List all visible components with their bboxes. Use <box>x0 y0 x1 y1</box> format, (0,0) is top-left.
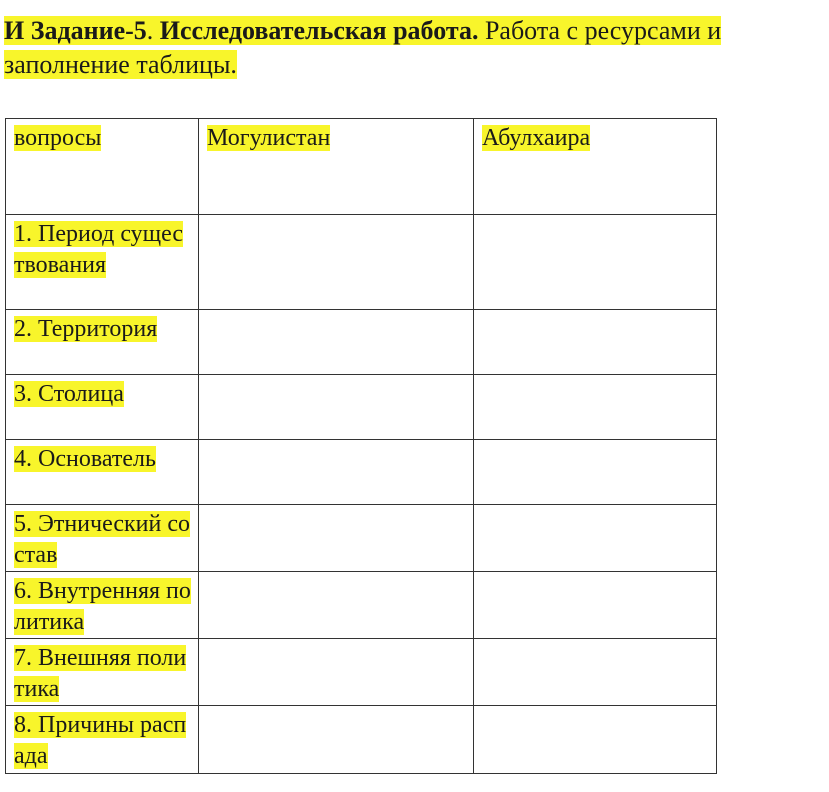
task-prefix: И <box>4 16 31 45</box>
abulkhair-answer-cell[interactable] <box>474 505 717 572</box>
header-cell-questions <box>6 119 199 215</box>
question-label: 2. Территория <box>14 316 158 342</box>
abulkhair-answer-cell[interactable] <box>474 706 717 774</box>
header-cell-abulkhair <box>474 119 717 215</box>
question-cell <box>6 572 199 639</box>
task-dot: . <box>146 16 160 45</box>
question-label: 1. Период существования <box>14 221 184 278</box>
task-description: Работа с ресурсами и заполнение таблицы. <box>4 16 722 79</box>
table-row <box>6 706 717 774</box>
task-heading-text <box>4 16 721 79</box>
abulkhair-answer-cell[interactable] <box>474 440 717 505</box>
header-cell-mogulistan <box>199 119 474 215</box>
research-table <box>5 118 717 774</box>
question-cell <box>6 706 199 774</box>
question-label: 5. Этнический состав <box>14 511 190 568</box>
abulkhair-answer-cell[interactable] <box>474 572 717 639</box>
task-title: Исследовательская работа. <box>159 16 479 45</box>
task-number: Задание-5 <box>30 16 147 45</box>
mogulistan-answer-cell[interactable] <box>199 440 474 505</box>
question-cell <box>6 440 199 505</box>
table-header-row <box>6 119 717 215</box>
mogulistan-answer-cell[interactable] <box>199 639 474 706</box>
table-row <box>6 375 717 440</box>
mogulistan-answer-cell[interactable] <box>199 572 474 639</box>
table-row <box>6 215 717 310</box>
question-cell <box>6 375 199 440</box>
question-label: 6. Внутренняя политика <box>14 578 191 635</box>
abulkhair-answer-cell[interactable] <box>474 375 717 440</box>
task-heading <box>4 14 824 82</box>
mogulistan-answer-cell[interactable] <box>199 310 474 375</box>
abulkhair-answer-cell[interactable] <box>474 310 717 375</box>
mogulistan-answer-cell[interactable] <box>199 375 474 440</box>
header-label: вопросы <box>14 125 102 151</box>
question-cell <box>6 639 199 706</box>
header-label: Абулхаира <box>482 125 591 151</box>
abulkhair-answer-cell[interactable] <box>474 639 717 706</box>
abulkhair-answer-cell[interactable] <box>474 215 717 310</box>
mogulistan-answer-cell[interactable] <box>199 215 474 310</box>
question-cell <box>6 310 199 375</box>
table-row <box>6 440 717 505</box>
table-row <box>6 310 717 375</box>
table-row <box>6 639 717 706</box>
question-label: 3. Столица <box>14 381 124 407</box>
question-cell <box>6 505 199 572</box>
question-label: 4. Основатель <box>14 446 156 472</box>
question-label: 8. Причины распада <box>14 712 187 769</box>
question-label: 7. Внешняя политика <box>14 645 187 702</box>
mogulistan-answer-cell[interactable] <box>199 505 474 572</box>
mogulistan-answer-cell[interactable] <box>199 706 474 774</box>
table-row <box>6 572 717 639</box>
header-label: Могулистан <box>207 125 331 151</box>
question-cell <box>6 215 199 310</box>
table-row <box>6 505 717 572</box>
